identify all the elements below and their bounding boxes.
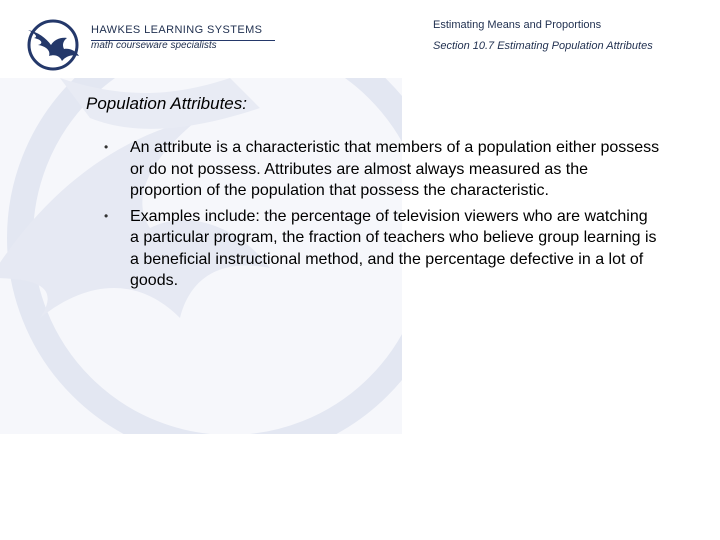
hawk-logo-icon [24, 18, 82, 72]
slide-heading: Population Attributes: [86, 94, 247, 113]
bullet-item [100, 137, 660, 202]
course-title: Estimating Means and Proportions [433, 19, 602, 31]
bullet-text: Examples include: the percentage of television viewers who are watching a particular program, the fraction of teachers who believe group learning is a beneficial instructional method, and the percentage defective in a lot of goods. [130, 207, 657, 289]
bullet-text: An attribute is a characteristic that members of a population either possess or do not possess. Attributes are almost always measured as the proportion of the population that possess the characteristic. [130, 139, 660, 199]
company-tagline: math courseware specialists [91, 40, 217, 51]
company-name: HAWKES LEARNING SYSTEMS [91, 24, 263, 36]
bullet-item [100, 206, 660, 292]
bullet-dot-icon: • [104, 140, 109, 154]
bullet-dot-icon: • [104, 208, 109, 223]
bullet-list [100, 137, 660, 296]
section-title: Section 10.7 Estimating Population Attributes [433, 40, 653, 52]
